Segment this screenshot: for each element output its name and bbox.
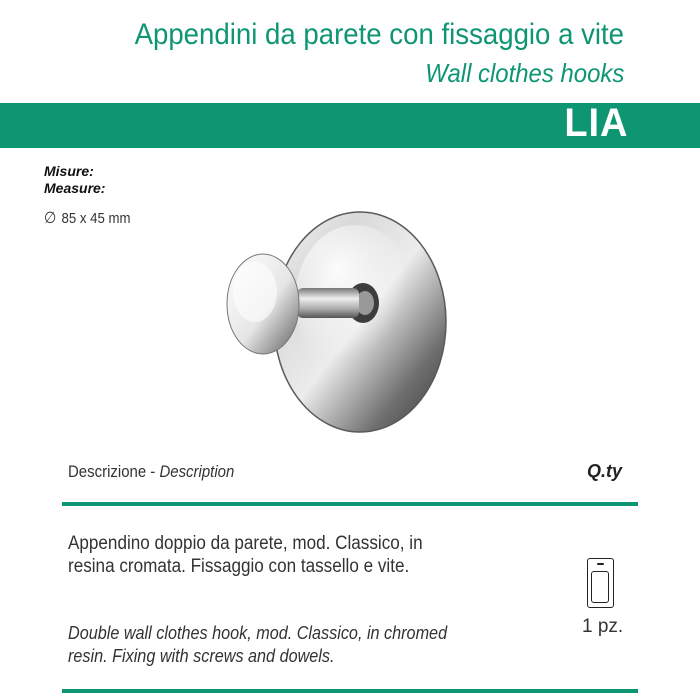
- bottom-divider: [62, 689, 638, 693]
- product-image: [205, 200, 455, 440]
- model-name: LIA: [563, 101, 628, 145]
- measure-label-italian: Misure:: [44, 163, 94, 179]
- title-italian: Appendini da parete con fissaggio a vite: [134, 18, 624, 51]
- hook-stem: [297, 288, 359, 318]
- description-english: Double wall clothes hook, mod. Classico, in chromed resin. Fixing with screws and dowels.: [68, 623, 448, 666]
- measure-dimensions: 85 x 45 mm: [61, 210, 131, 227]
- description-italian: Appendino doppio da parete, mod. Classico, in resina cromata. Fissaggio con tassello e vite.: [68, 533, 423, 577]
- description-header-italian: Descrizione: [68, 462, 147, 481]
- package-icon: [587, 558, 614, 608]
- description-header-separator: -: [146, 462, 160, 481]
- quantity-header: Q.ty: [586, 461, 622, 481]
- measure-value: [44, 208, 131, 228]
- measure-label-english: Measure:: [44, 180, 106, 196]
- description-header: [68, 462, 234, 482]
- quantity-value: 1 pz.: [582, 616, 624, 637]
- title-english: Wall clothes hooks: [425, 58, 624, 88]
- diameter-icon: ∅: [44, 210, 57, 227]
- description-header-english: Description: [159, 462, 235, 481]
- top-divider: [62, 502, 638, 506]
